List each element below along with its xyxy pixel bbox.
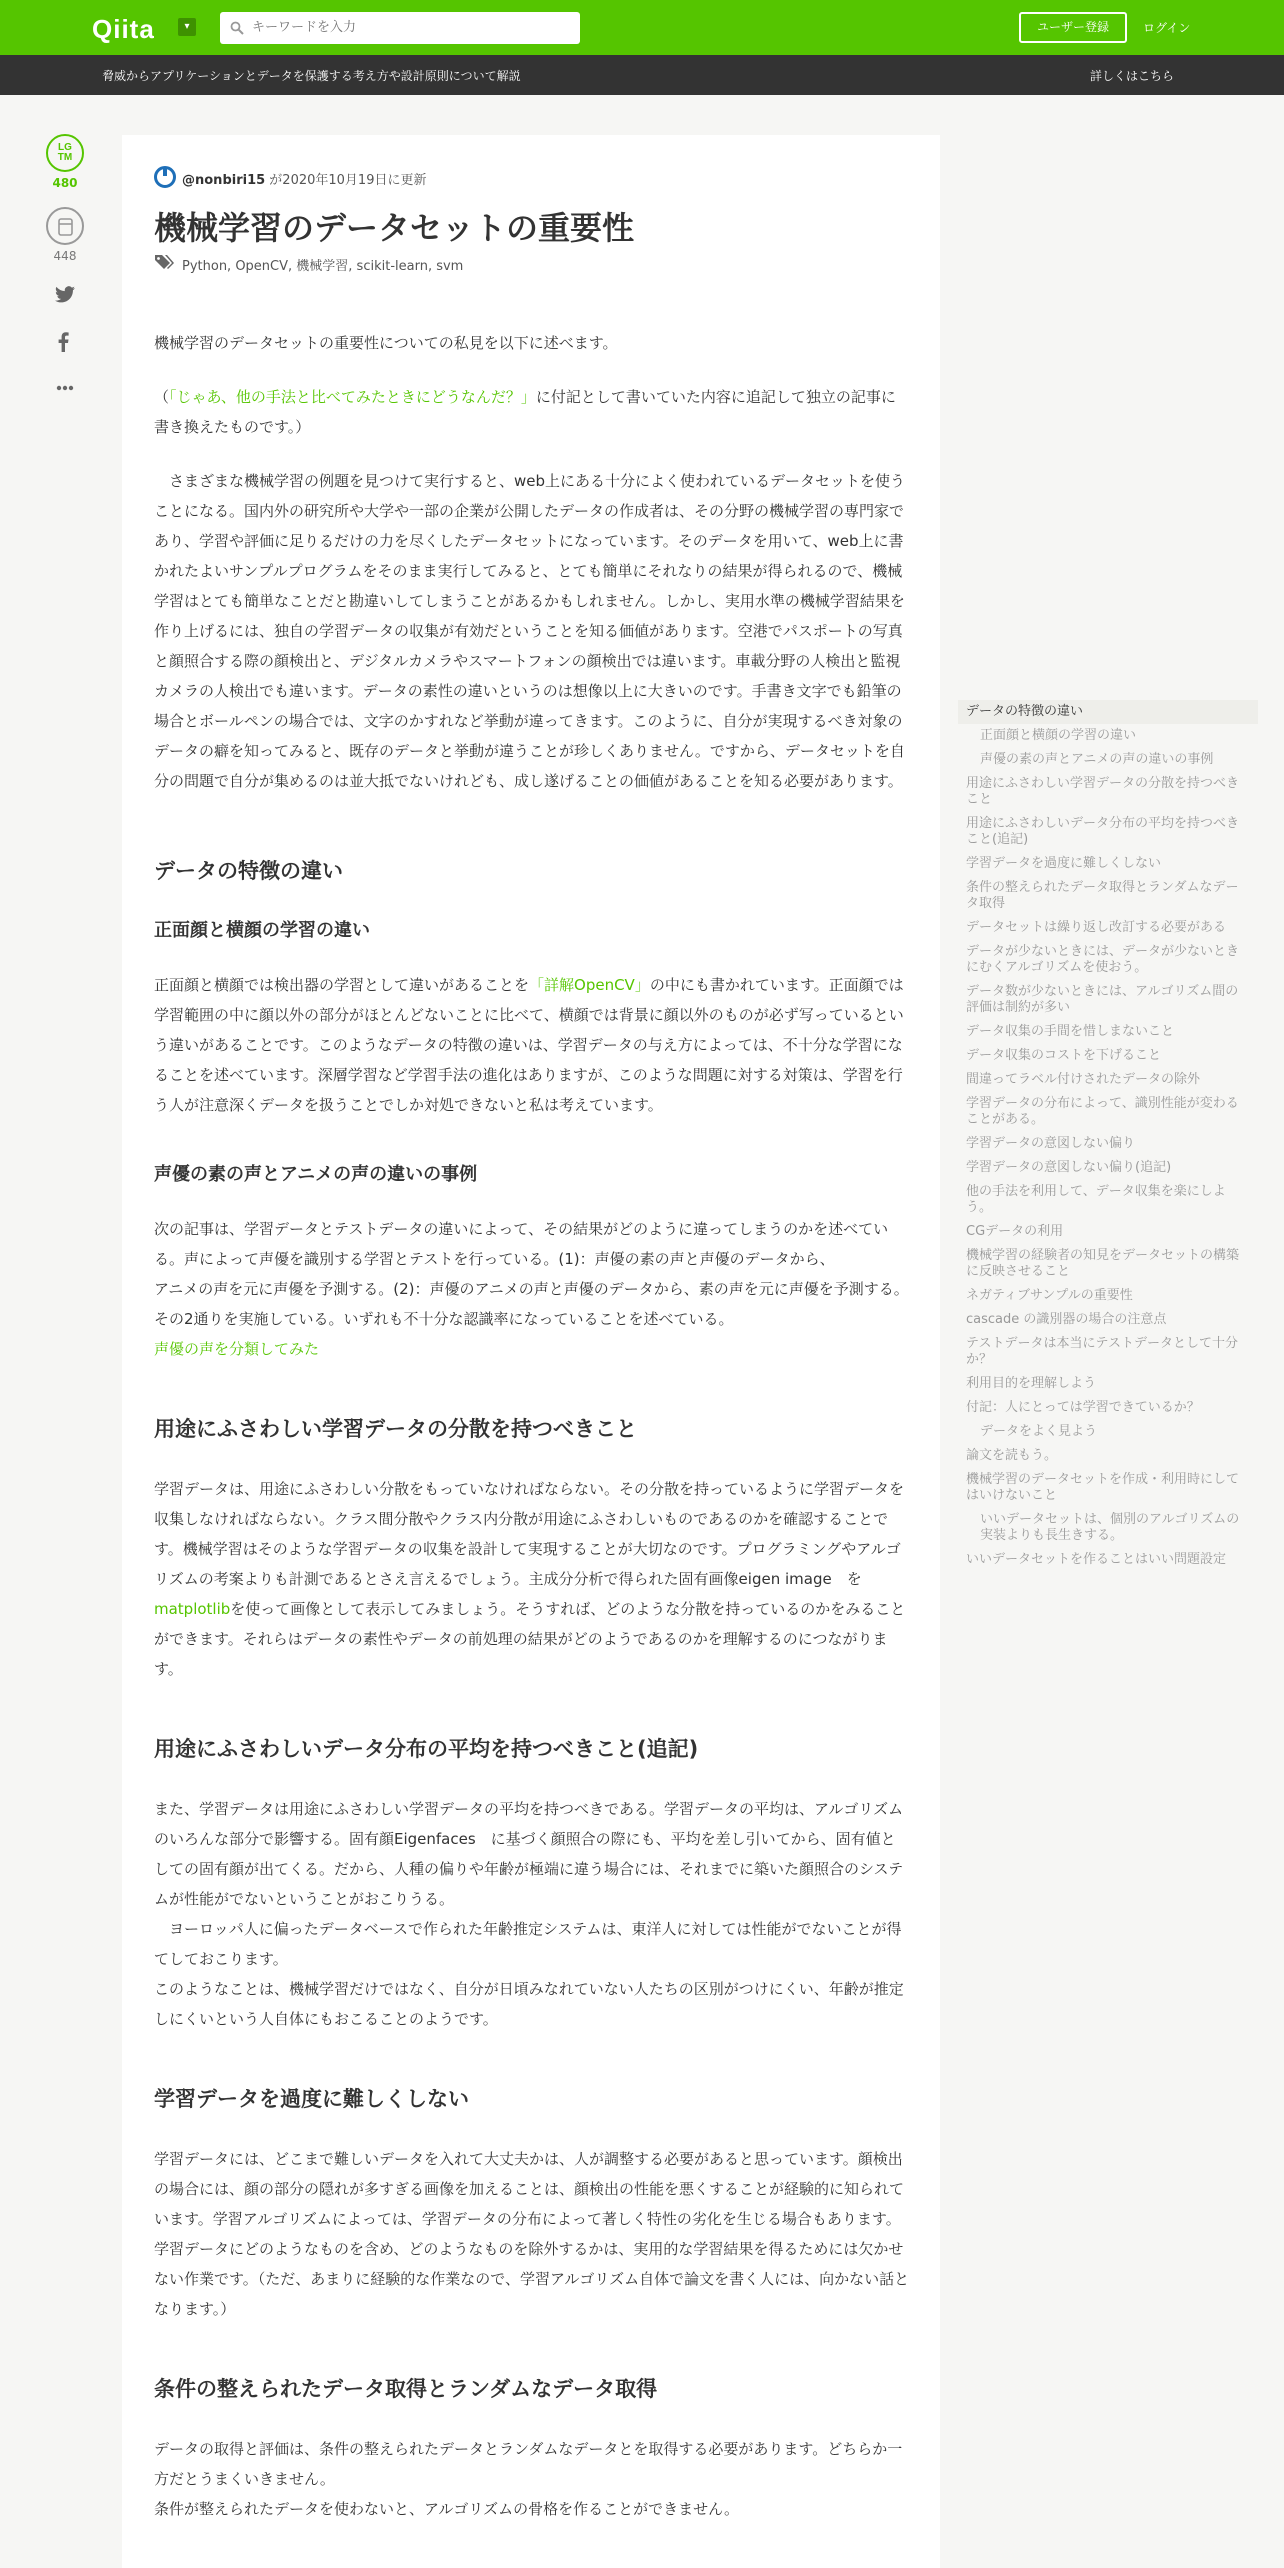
toc-item[interactable]: 論文を読もう。 bbox=[966, 1448, 1058, 1463]
matplotlib-link[interactable]: matplotlib bbox=[154, 1600, 231, 1618]
heading-difficulty: 学習データを過度に難しくしない bbox=[154, 2087, 469, 2111]
toc-item[interactable]: 学習データの分布によって、識別性能が変わることがある。 bbox=[966, 1096, 1239, 1127]
author-name[interactable]: @nonbiri15 bbox=[182, 173, 266, 188]
toc-item[interactable]: 利用目的を理解しよう bbox=[966, 1376, 1097, 1391]
toc-item[interactable]: データ収集の手間を惜しまないこと bbox=[966, 1024, 1175, 1039]
paragraph: また、学習データは用途にふさわしい学習データの平均を持つべきである。学習データの平均は、アルゴリズムのいろんな部分で影響する。固有顔Eigenfaces に基づく顔照合の際にも、平均を差し引いてから、固有値としての固有顔が出てくる。だから、人種の偏りや年齢が極端に違う場合には、それまでに築いた顔照合のシステムが性能がでないということがおこりうる。 bbox=[154, 1800, 904, 1908]
author-avatar[interactable] bbox=[154, 166, 176, 188]
login-link[interactable]: ログイン bbox=[1143, 21, 1191, 35]
article-body bbox=[154, 328, 910, 2524]
toc-item[interactable]: データ数が少ないときには、アルゴリズム間の評価は制約が多い bbox=[966, 984, 1239, 1015]
search-box bbox=[220, 12, 580, 44]
voice-article-link[interactable]: 声優の声を分類してみた bbox=[154, 1340, 320, 1358]
paragraph-text: 正面顔と横顔では検出器の学習として違いがあることを bbox=[154, 976, 530, 994]
heading-face: 正面顔と横顔の学習の違い bbox=[154, 920, 370, 941]
paragraph-text: 学習データは、用途にふさわしい分散をもっていなければならない。その分散を持っているように学習データを収集しなければならない。クラス間分散やクラス内分散が用途にふさわしいものであるのかを確認することです。機械学習はそのような学習データの収集を設計して実現することが大切なのです。プログラミングやアルゴリズムの考案よりも計測であるとさえ言えるでしょう。主成分分析で得られた固有画像eigen image を bbox=[154, 1480, 905, 1588]
toc-item[interactable]: 学習データの意図しない偏り(追記) bbox=[966, 1160, 1172, 1175]
table-of-contents bbox=[958, 700, 1258, 1572]
paragraph bbox=[154, 1474, 910, 1684]
toc-item[interactable]: 機械学習の経験者の知見をデータセットの構築に反映させること bbox=[966, 1248, 1240, 1279]
updated-date: が2020年10月19日に更新 bbox=[265, 173, 427, 188]
toc-item[interactable]: データの特徴の違い bbox=[958, 700, 1258, 724]
author-meta bbox=[182, 169, 426, 188]
toc-item[interactable]: ネガティブサンプルの重要性 bbox=[966, 1288, 1133, 1303]
paragraph: ヨーロッパ人に偏ったデータベースで作られた年齢推定システムは、東洋人に対しては性能がでないことが得てしておこります。 bbox=[154, 1920, 902, 1968]
paragraph: アニメの声を元に声優を予測する。(2)：声優のアニメの声と声優のデータから、素の声を元に声優を予測する。その2通りを実施している。いずれも不十分な認識率になっていることを述べている。 bbox=[154, 1280, 909, 1328]
toc-item[interactable]: テストデータは本当にテストデータとして十分か？ bbox=[966, 1336, 1238, 1367]
toc-item[interactable]: いいデータセットは、個別のアルゴリズムの実装よりも長生きする。 bbox=[980, 1512, 1240, 1543]
stock-count: 448 bbox=[53, 249, 77, 263]
toc-item[interactable]: cascade の識別器の場合の注意点 bbox=[966, 1312, 1167, 1327]
article-title: 機械学習のデータセットの重要性 bbox=[154, 209, 635, 247]
toc-item[interactable]: 間違ってラベル付けされたデータの除外 bbox=[966, 1072, 1201, 1087]
folder-icon bbox=[58, 218, 73, 236]
toc-item[interactable]: 用途にふさわしいデータ分布の平均を持つべきこと(追記) bbox=[966, 816, 1240, 847]
paragraph bbox=[154, 382, 910, 442]
paragraph: データの取得と評価は、条件の整えられたデータとランダムなデータとを取得する必要があります。どちらか一方だとうまくいきません。 bbox=[154, 2440, 903, 2488]
toc-item[interactable]: CGデータの利用 bbox=[966, 1224, 1064, 1239]
paragraph-text: を使って画像として表示してみましょう。そうすれば、どのような分散を持っているのかをみることができます。それらはデータの素性やデータの前処理の結果がどのようであるのかを理解するのにつながります。 bbox=[154, 1600, 906, 1678]
toc-item[interactable]: データをよく見よう bbox=[980, 1424, 1098, 1439]
toc-item[interactable]: 条件の整えられたデータ取得とランダムなデータ取得 bbox=[966, 880, 1239, 911]
paragraph: 条件が整えられたデータを使わないと、アルゴリズムの骨格を作ることができません。 bbox=[154, 2500, 740, 2518]
paragraph bbox=[154, 970, 910, 1120]
more-icon[interactable] bbox=[56, 385, 74, 391]
toc-item[interactable]: 学習データの意図しない偏り bbox=[966, 1136, 1136, 1151]
paragraph: 機械学習のデータセットの重要性についての私見を以下に述べます。 bbox=[154, 334, 618, 352]
lgtm-button[interactable]: LG TM bbox=[46, 134, 84, 172]
chevron-down-icon[interactable]: ▾ bbox=[178, 18, 196, 36]
heading-variance: 用途にふさわしい学習データの分散を持つべきこと bbox=[154, 1417, 637, 1441]
heading-data-differences: データの特徴の違い bbox=[154, 859, 343, 883]
search-input[interactable] bbox=[252, 12, 572, 44]
heading-voice: 声優の素の声とアニメの声の違いの事例 bbox=[154, 1164, 478, 1185]
paragraph-text: の中にも書かれています。正面顔では学習範囲の中に顔以外の部分がほとんどないことに比べて、横顔では背景に顔以外のものが必ず写っているという違いがあることです。このようなデータの特徴の違いは、学習データの与え方によっては、不十分な学習になることを述べています。深層学習など学習手法の進化はありますが、このような問題に対する対策は、学習を行う人が注意深くデータを扱うことでしか対処できないと私は考えています。 bbox=[154, 976, 904, 1114]
paragraph: 学習データには、どこまで難しいデータを入れて大丈夫かは、人が調整する必要があると思っています。顔検出の場合には、顔の部分の隠れが多すぎる画像を加えることは、顔検出の性能を悪くすることが経験的に知られています。学習アルゴリズムによっては、学習データの分布によって著しく特性の劣化を生じる場合もあります。学習データにどのようなものを含め、どのようなものを除外するかは、実用的な学習結果を得るためには欠かせない作業です。（ただ、あまりに経験的な作業なので、学習アルゴリズム自体で論文を書く人には、向かない話となります。） bbox=[154, 2150, 910, 2318]
lgtm-count: 480 bbox=[52, 176, 78, 190]
toc-item[interactable]: 機械学習のデータセットを作成・利用時にしてはいけないこと bbox=[966, 1472, 1240, 1503]
toc-item[interactable]: 声優の素の声とアニメの声の違いの事例 bbox=[980, 752, 1214, 767]
toc-item[interactable]: いいデータセットを作ることはいい問題設定 bbox=[966, 1552, 1227, 1567]
tag-icon bbox=[154, 254, 174, 270]
signup-button[interactable]: ユーザー登録 bbox=[1019, 12, 1127, 43]
tag-list[interactable]: Python, OpenCV, 機械学習, scikit-learn, svm bbox=[182, 259, 464, 274]
facebook-icon[interactable] bbox=[58, 332, 69, 352]
global-header bbox=[0, 0, 1284, 55]
paragraph-text: に付記として書いていた内容に追記して独立の記事に書き換えたものです。） bbox=[154, 388, 896, 436]
heading-conditions: 条件の整えられたデータ取得とランダムなデータ取得 bbox=[154, 2377, 658, 2401]
heading-mean: 用途にふさわしいデータ分布の平均を持つべきこと(追記) bbox=[154, 1737, 699, 1761]
stock-button[interactable] bbox=[46, 207, 84, 245]
toc-item[interactable]: 付記：人にとっては学習できているか？ bbox=[966, 1400, 1200, 1415]
promo-banner bbox=[0, 55, 1284, 95]
opencv-book-link[interactable]: 「詳解OpenCV」 bbox=[529, 976, 650, 994]
paren: （ bbox=[154, 388, 170, 406]
promo-banner-link[interactable]: 詳しくはこちら bbox=[1090, 69, 1175, 83]
toc-item[interactable]: 正面顔と横顔の学習の違い bbox=[980, 728, 1137, 743]
toc-item[interactable]: 学習データを過度に難しくしない bbox=[966, 856, 1162, 871]
toc-item[interactable]: データ収集のコストを下げること bbox=[966, 1048, 1162, 1063]
qiita-logo[interactable]: Qiita bbox=[92, 14, 155, 44]
twitter-icon[interactable] bbox=[55, 286, 75, 303]
toc-item[interactable]: 用途にふさわしい学習データの分散を持つべきこと bbox=[966, 776, 1240, 807]
paragraph: このようなことは、機械学習だけではなく、自分が日頃みなれていない人たちの区別がつけにくい、年齢が推定しにくいという人自体にもおこることのようです。 bbox=[154, 1980, 904, 2028]
search-icon bbox=[230, 21, 244, 35]
toc-item[interactable]: データが少ないときには、データが少ないときにむくアルゴリズムを使おう。 bbox=[966, 944, 1240, 975]
related-article-link[interactable]: 「じゃあ、他の手法と比べてみたときにどうなんだ？」 bbox=[169, 388, 536, 406]
promo-banner-text[interactable]: 脅威からアプリケーションとデータを保護する考え方や設計原則について解説 bbox=[102, 69, 521, 83]
toc-item[interactable]: データセットは繰り返し改訂する必要がある bbox=[966, 920, 1227, 935]
paragraph: さまざまな機械学習の例題を見つけて実行すると、web上にある十分によく使われているデータセットを使うことになる。国内外の研究所や大学や一部の企業が公開したデータの作成者は、その分野の機械学習の専門家であり、学習や評価に足りるだけの力を尽くしたデータセットになっています。そのデータを用いて、web上に書かれたよいサンプルプログラムをそのまま実行してみると、とても簡単にそれなりの結果が得られるので、機械学習はとても簡単なことだと勘違いしてしまうことがあるかもしれません。しかし、実用水準の機械学習結果を作り上げるには、独自の学習データの収集が有効だということを知る価値があります。空港でパスポートの写真と顔照合する際の顔検出と、デジタルカメラやスマートフォンの顔検出では違います。車載分野の人検出と監視カメラの人検出でも違います。データの素性の違いというのは想像以上に大きいのです。手書き文字でも鉛筆の場合とボールペンの場合では、文字のかすれなど挙動が違ってきます。このように、自分が実現するべき対象のデータの癖を知ってみると、既存のデータと挙動が違うことが珍しくありません。ですから、データセットを自分の問題で自分が集めるのは並大抵でないけれども、成し遂げることの価値があることを知る必要があります。 bbox=[154, 472, 906, 790]
article bbox=[122, 135, 940, 2568]
toc-item[interactable]: 他の手法を利用して、データ収集を楽にしよう。 bbox=[966, 1184, 1226, 1215]
paragraph: 次の記事は、学習データとテストデータの違いによって、その結果がどのように違ってしまうのかを述べている。声によって声優を識別する学習とテストを行っている。(1)：声優の素の声と声優のデータから、 bbox=[154, 1220, 889, 1268]
